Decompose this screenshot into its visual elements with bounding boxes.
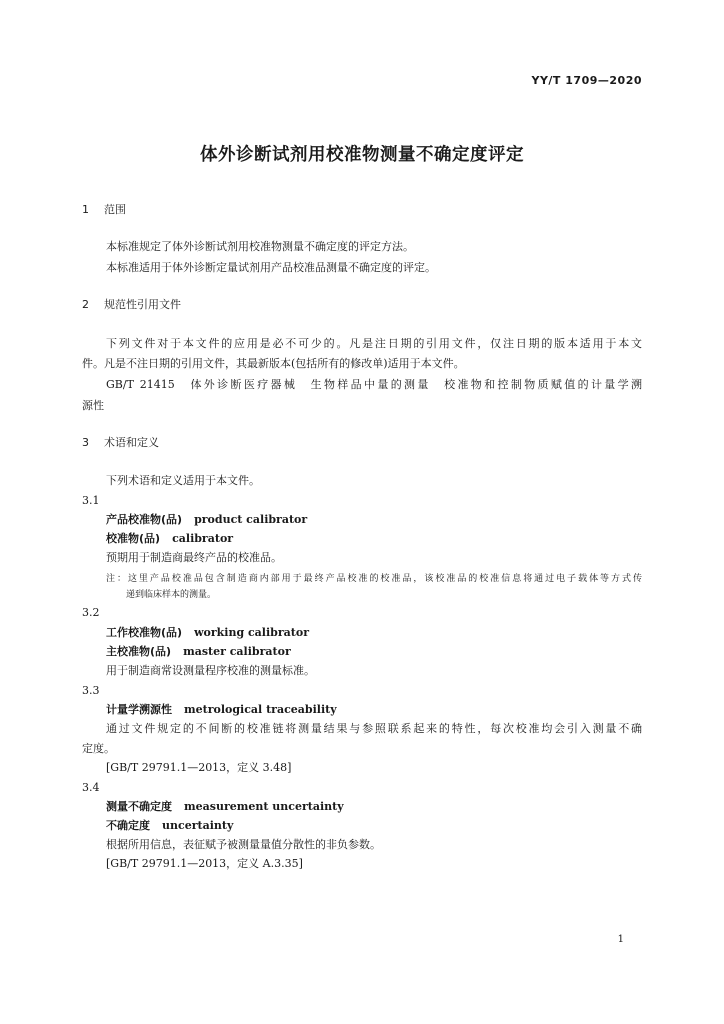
paragraph: 下列术语和定义适用于本文件。 [106,474,260,487]
term-entry [106,819,233,833]
term-definition: 用于制造商常设测量程序校准的测量标准。 [106,664,315,677]
section-number: 2 [82,298,89,311]
term-entry [106,626,309,640]
term-definition: 定度。 [82,742,115,755]
term-chinese: 测量不确定度 [106,800,172,813]
term-entry [106,645,291,659]
page-number: 1 [617,934,624,945]
term-chinese: 校准物(品) [106,532,161,545]
term-reference: [GB/T 29791.1—2013，定义 3.48] [106,761,292,774]
term-number: 3.3 [82,684,100,697]
section-3-heading [82,436,159,450]
term-english: measurement uncertainty [184,800,344,813]
section-number: 1 [82,203,89,216]
term-entry [106,800,344,814]
paragraph: 本标准规定了体外诊断试剂用校准物测量不确定度的评定方法。 [106,240,414,253]
normative-reference: 源性 [82,399,104,412]
term-english: uncertainty [162,819,234,832]
term-entry [106,703,337,717]
term-english: working calibrator [194,626,309,639]
section-2-heading [82,298,181,312]
term-chinese: 不确定度 [106,819,150,832]
section-title: 规范性引用文件 [104,298,181,311]
term-definition: 根据所用信息，表征赋予被测量量值分散性的非负参数。 [106,838,381,851]
term-number: 3.1 [82,494,100,507]
term-number: 3.4 [82,781,100,794]
term-entry [106,532,233,546]
term-reference: [GB/T 29791.1—2013，定义 A.3.35] [106,857,303,870]
section-title: 术语和定义 [104,436,159,449]
term-chinese: 计量学溯源性 [106,703,172,716]
term-chinese: 工作校准物(品) [106,626,183,639]
term-chinese: 主校准物(品) [106,645,172,658]
term-english: master calibrator [183,645,291,658]
normative-reference: GB/T 21415 体外诊断医疗器械 生物样品中量的测量 校准物和控制物质赋值的计量学溯 [106,378,642,391]
section-number: 3 [82,436,89,449]
term-chinese: 产品校准物(品) [106,513,183,526]
standard-number: YY/T 1709—2020 [531,74,642,87]
term-english: calibrator [172,532,234,545]
section-1-heading [82,203,126,217]
term-english: metrological traceability [184,703,337,716]
term-note: 注：这里产品校准品包含制造商内部用于最终产品校准的校准品，该校准品的校准信息将通过电子载体等方式传 [106,574,642,584]
document-title: 体外诊断试剂用校准物测量不确定度评定 [200,145,524,165]
paragraph: 下列文件对于本文件的应用是必不可少的。凡是注日期的引用文件，仅注日期的版本适用于本文 [106,337,642,350]
term-entry [106,513,307,527]
term-english: product calibrator [194,513,308,526]
section-title: 范围 [104,203,126,216]
term-definition: 预期用于制造商最终产品的校准品。 [106,551,282,564]
term-note: 递到临床样本的测量。 [126,590,217,600]
paragraph: 本标准适用于体外诊断定量试剂用产品校准品测量不确定度的评定。 [106,261,436,274]
paragraph: 件。凡是不注日期的引用文件，其最新版本(包括所有的修改单)适用于本文件。 [82,357,465,370]
term-definition: 通过文件规定的不间断的校准链将测量结果与参照联系起来的特性，每次校准均会引入测量不确 [106,722,642,735]
term-number: 3.2 [82,606,100,619]
